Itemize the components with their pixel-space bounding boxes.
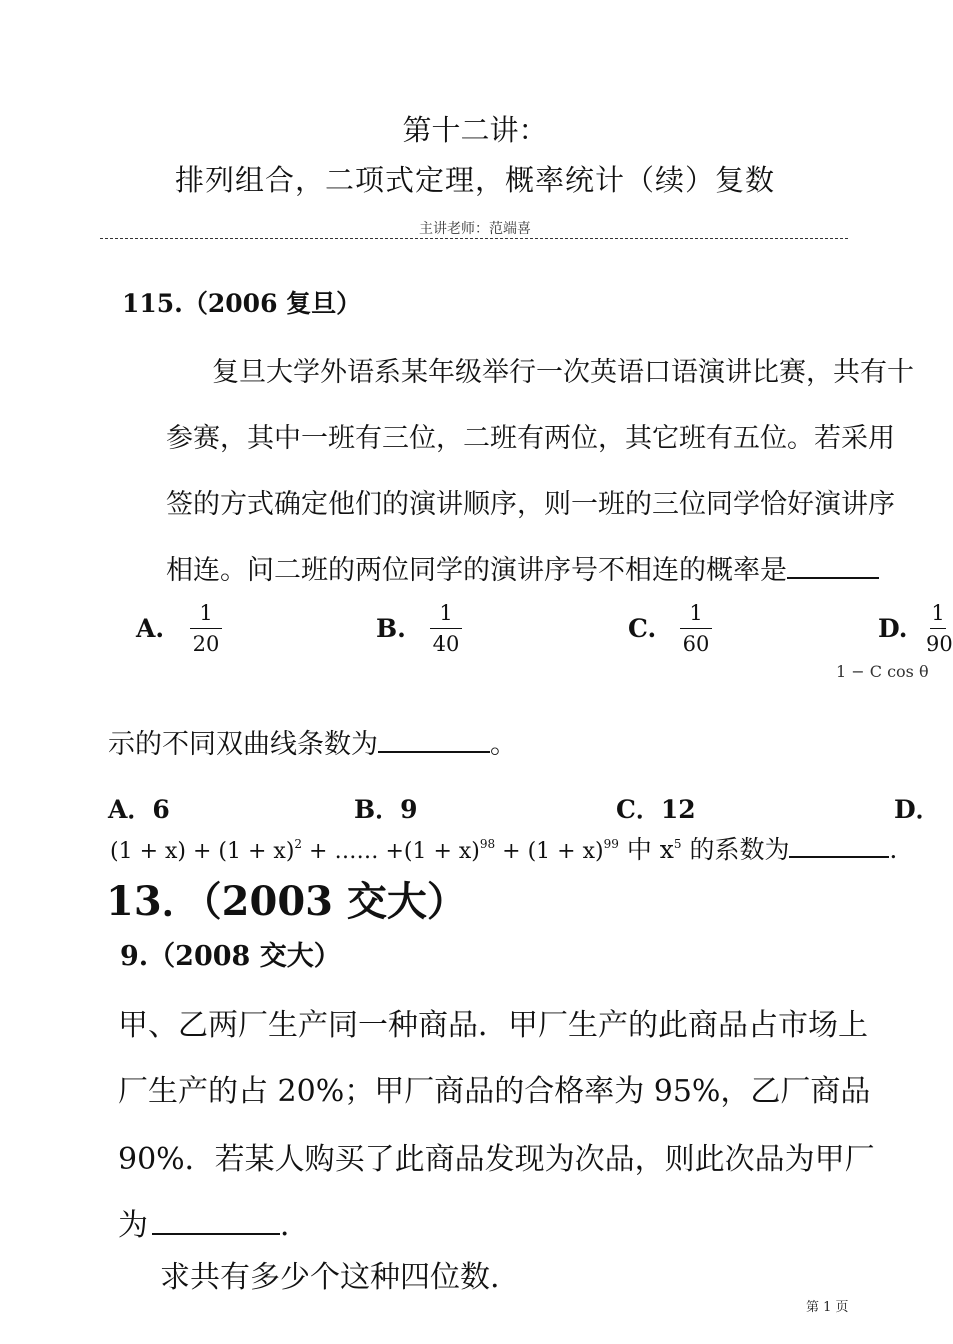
option-a-fraction <box>186 600 226 657</box>
formula-part: (1 + x) + (1 + x) <box>110 839 295 864</box>
formula-end: ． <box>889 835 915 864</box>
option-d-fraction <box>926 600 953 657</box>
answer-blank <box>152 1209 280 1235</box>
fraction-bar <box>430 628 462 629</box>
question-115-line-2: 参赛，其中一班有三位，二班有两位，其它班有五位。若采用 <box>166 423 895 454</box>
option-b-fraction <box>426 600 466 657</box>
option-c-numerator: 1 <box>689 601 703 625</box>
hyperbola-option-d: D． <box>894 795 941 824</box>
option-d-denominator: 90 <box>926 632 953 656</box>
option-b-denominator: 40 <box>432 632 460 656</box>
question-115-line-1: 复旦大学外语系某年级举行一次英语口语演讲比赛，共有十 <box>212 357 914 388</box>
fraction-bar <box>190 628 222 629</box>
binomial-question <box>110 830 914 866</box>
question-115-heading: 115.（2006 复旦） <box>122 289 362 318</box>
hyperbola-question <box>108 722 517 761</box>
hyperbola-option-a: A．6 <box>108 795 170 824</box>
question-9-line-4-text: 为 <box>118 1208 148 1243</box>
question-9-line-1: 甲、乙两厂生产同一种商品．甲厂生产的此商品占市场上 <box>118 1008 868 1043</box>
header-divider <box>100 238 848 239</box>
option-a-denominator: 20 <box>192 632 220 656</box>
question-115-line-4-text: 相连。问二班的两位同学的演讲序号不相连的概率是 <box>166 555 787 586</box>
option-d-numerator: 1 <box>931 601 945 625</box>
question-9-heading: 9.（2008 交大） <box>120 941 341 972</box>
formula-exponent: 99 <box>603 837 619 851</box>
lecturer-name: 主讲老师：范端喜 <box>419 221 531 237</box>
question-9-line-5: 求共有多少个这种四位数. <box>160 1260 500 1295</box>
page-number: 第 1 页 <box>806 1300 849 1315</box>
hyperbola-question-end: 。 <box>490 729 517 760</box>
cropped-heading: 13．（2003 交大） <box>106 878 467 925</box>
question-9-line-3: 90%．若某人购买了此商品发现为次品，则此次品为甲厂 <box>118 1142 875 1177</box>
answer-blank <box>789 836 889 858</box>
option-c-fraction <box>676 600 716 657</box>
formula-part: + …… +(1 + x) <box>302 839 480 864</box>
option-d-label: D. <box>878 614 908 643</box>
answer-blank <box>787 553 879 579</box>
fraction-bar <box>930 628 946 629</box>
question-9-line-4 <box>118 1200 310 1244</box>
formula-part: + (1 + x) <box>495 839 604 864</box>
formula-exponent: 98 <box>479 837 496 851</box>
formula-part: 中 x <box>618 835 674 864</box>
lecture-subtitle: 排列组合，二项式定理，概率统计（续）复数 <box>174 163 775 197</box>
question-115-line-3: 签的方式确定他们的演讲顺序，则一班的三位同学恰好演讲序 <box>166 489 895 520</box>
option-c-denominator: 60 <box>682 632 710 656</box>
formula-fragment-text: 1 − C cos θ <box>836 662 929 681</box>
option-b-label: B. <box>376 614 406 643</box>
formula-fragment <box>836 662 950 681</box>
formula-exponent: 2 <box>294 837 303 851</box>
option-b-numerator: 1 <box>439 601 453 625</box>
question-9-end: ． <box>280 1208 310 1243</box>
formula-part: 的系数为 <box>681 835 790 864</box>
option-a-numerator: 1 <box>199 601 213 625</box>
option-c-label: C. <box>628 614 657 643</box>
question-9-line-2: 厂生产的占 20%；甲厂商品的合格率为 95%，乙厂商品 <box>118 1074 871 1109</box>
answer-blank <box>378 727 490 753</box>
hyperbola-option-b: B．9 <box>354 795 418 824</box>
formula-exponent: 5 <box>673 837 682 851</box>
question-115-line-4 <box>166 548 879 587</box>
fraction-bar <box>680 628 712 629</box>
hyperbola-option-c: C．12 <box>616 795 696 824</box>
hyperbola-question-text: 示的不同双曲线条数为 <box>108 729 378 760</box>
option-a-label: A. <box>136 614 165 643</box>
lecture-title: 第十二讲： <box>402 113 548 147</box>
